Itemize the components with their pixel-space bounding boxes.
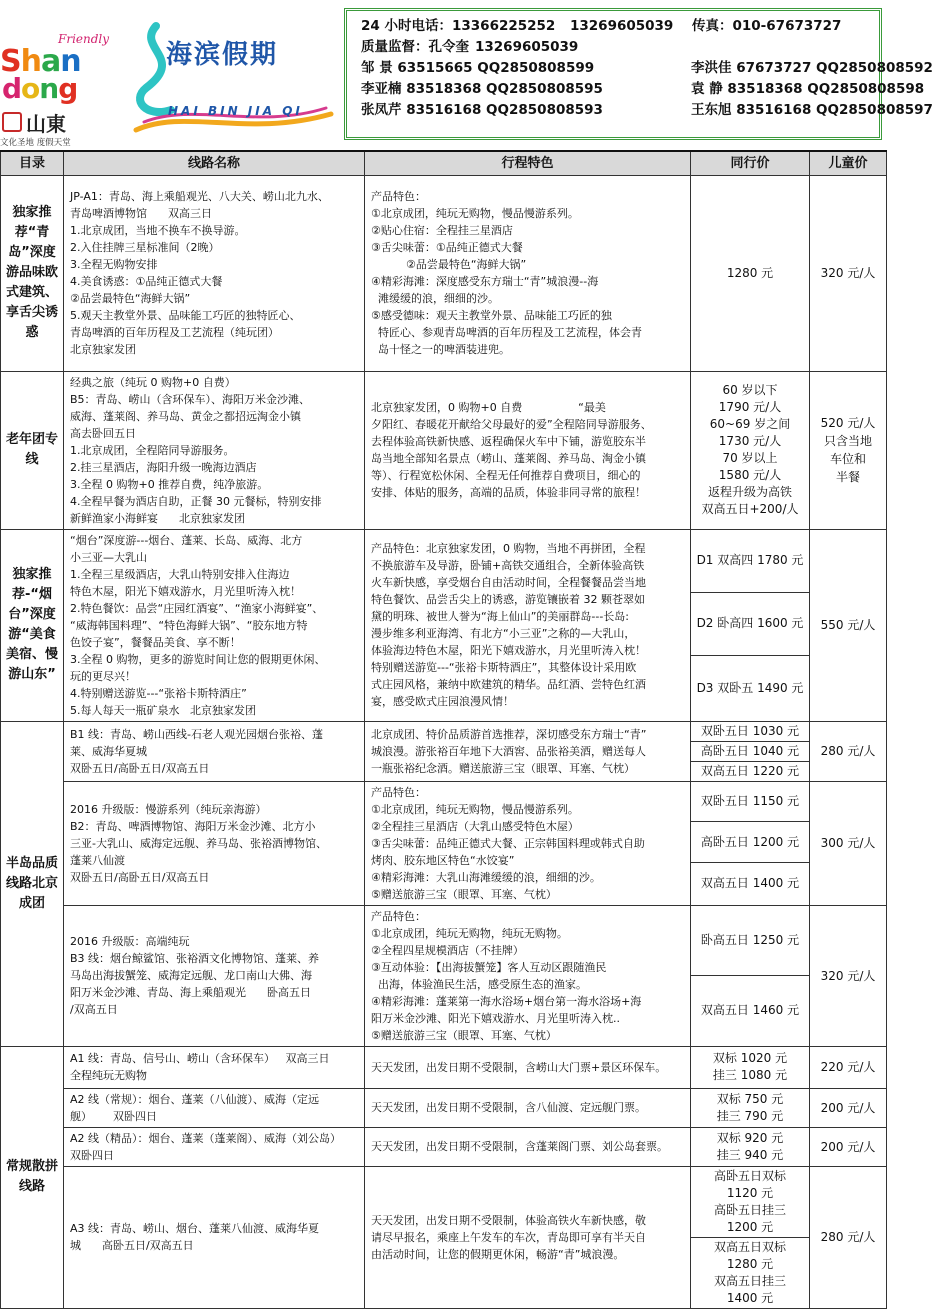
route-line: 4.特别赠送游览---“张裕卡斯特酒庄”	[70, 686, 247, 700]
route-line: 1.全程三星级酒店，大乳山特别安排入住海边	[70, 567, 290, 581]
table-body	[1, 175, 887, 1308]
route-line: 特色木屋，阳光下嬉戏游水，月光里听涛入枕！	[70, 584, 301, 598]
child-price-line: 550 元/人	[820, 618, 876, 632]
price-line: 双高五日 1400 元	[700, 876, 800, 891]
route-line: B5：青岛、崂山（含环保车）、海阳万米金沙滩、	[70, 392, 311, 406]
feature-line: ⑤赠送旅游三宝（眼罩、耳塞、气枕）	[371, 887, 557, 901]
fax-number: 010-67673727	[732, 18, 842, 34]
route-line: B3 线：烟台鲸鲨馆、张裕酒文化博物馆、蓬莱、养	[70, 952, 320, 965]
page-header	[0, 0, 933, 148]
feature-line: 特别赠送游览---“张裕卡斯特酒庄”，其整体设计采用欧	[371, 661, 637, 674]
price-line: 1200 元	[726, 1219, 774, 1234]
feature-line: ⑤感受德味：观天主教堂外景、品味能工巧匠的独	[371, 309, 612, 322]
route-line: 色饺子宴”，餐餐品美食、享不断！	[70, 635, 241, 649]
route-line: 2016 升级版：高端纯玩	[70, 935, 190, 948]
child-price-line: 320 元/人	[820, 266, 876, 280]
features-cell	[365, 1127, 691, 1166]
price-line: 卧高五日 1250 元	[700, 932, 800, 947]
contact-box	[344, 8, 933, 140]
staff-row	[361, 58, 933, 79]
feature-line: ④精彩海滩：蓬莱第一海水浴场+烟台第一海水浴场+海	[371, 994, 642, 1008]
feature-line: 等）、行程宽松休闲、全程无任何推荐自费项目，细心的	[371, 469, 641, 482]
header-features: 行程特色	[365, 151, 691, 175]
route-line: 2.特色餐饮：品尝“庄园红酒宴”、“渔家小海鲜宴”、	[70, 601, 324, 615]
feature-line: ③舌尖味蕾：①品纯正德式大餐	[371, 241, 523, 254]
logo-tagline: 文化圣地 度假天堂	[0, 138, 71, 148]
price-line: 双标 1020 元	[712, 1051, 788, 1065]
child-price-cell	[810, 371, 887, 529]
price-line: 双标 920 元	[716, 1130, 784, 1145]
price-line: 挂三 1080 元	[712, 1068, 788, 1082]
route-name-cell	[64, 1127, 365, 1166]
feature-line: 特色餐饮、品尝舌尖上的诱惑，游览镶嵌着 32 颗苍翠如	[371, 593, 645, 606]
trade-price-cell	[691, 1166, 810, 1237]
staff-contact: 袁 静 83518368 QQ2850808598	[691, 81, 925, 97]
feature-line: 漫步维多利亚海湾、有北方“小三亚”之称的—大乳山，	[371, 627, 636, 640]
feature-line: 式庄园风格，兼纳中欧建筑的精华。品红酒、尝特色红酒	[371, 678, 646, 691]
table-row	[1, 1046, 887, 1088]
category-cell: 常规散拼线路	[1, 1046, 64, 1308]
route-line: A3 线：青岛、崂山、烟台、蓬莱八仙渡、威海华夏	[70, 1222, 320, 1235]
feature-line: ④精彩海滩：深度感受东方瑞士“青”城浪漫--海	[371, 275, 599, 288]
price-line: 高卧五日挂三	[713, 1202, 786, 1217]
feature-line: ④精彩海滩：大乳山海滩缓缓的浪，细细的沙。	[371, 870, 601, 884]
quality-row	[361, 37, 879, 58]
route-name-cell	[64, 1046, 365, 1088]
logo-shan-text: Shan	[0, 44, 81, 79]
category-cell: 独家推荐“青岛”深度游品味欧式建筑、享舌尖诱惑	[1, 175, 64, 371]
child-price-line: 200 元/人	[820, 1100, 876, 1115]
route-line: 全程纯玩无购物	[70, 1069, 147, 1082]
child-price-cell	[810, 1127, 887, 1166]
price-line: D2 卧高四 1600 元	[696, 616, 804, 631]
trade-price-cell	[691, 761, 810, 781]
feature-line: 出海，体验渔民生活，感受原生态的渔家。	[371, 977, 587, 991]
route-line: 1.北京成团，全程陪同导游服务。	[70, 443, 235, 457]
feature-line: 产品特色：	[371, 785, 426, 799]
trade-price-cell	[691, 1046, 810, 1088]
route-name-cell	[64, 1088, 365, 1127]
feature-line: 天天发团，出发日期不受限制，含崂山大门票+景区环保车。	[371, 1060, 667, 1074]
table-row	[1, 905, 887, 976]
features-cell	[365, 529, 691, 721]
table-row	[1, 781, 887, 822]
price-line: 双高五日双标	[713, 1239, 786, 1254]
table-row	[1, 1088, 887, 1127]
child-price-cell	[810, 1046, 887, 1088]
price-line: 1280 元	[726, 265, 774, 280]
trade-price-cell	[691, 741, 810, 761]
route-name-cell	[64, 1166, 365, 1308]
route-line: A2 线（常规）：烟台、蓬莱（八仙渡）、威海（定远	[70, 1092, 320, 1106]
feature-line: ②贴心住宿：全程挂三星酒店	[371, 224, 513, 237]
feature-line: ⑤赠送旅游三宝（眼罩、耳塞、气枕）	[371, 1028, 557, 1042]
trade-price-cell	[691, 1088, 810, 1127]
quality-label: 质量监督：	[361, 39, 429, 55]
route-line: 小三亚—大乳山	[70, 550, 147, 564]
header-route-name: 线路名称	[64, 151, 365, 175]
route-line: 2.入住挂牌三星标准间（2晚）	[70, 241, 220, 254]
feature-line: 夕阳红、春暖花开献给父母最好的爱”全程陪同导游服务、	[371, 418, 652, 431]
child-price-cell	[810, 175, 887, 371]
header-category: 目录	[1, 151, 64, 175]
header-trade-price: 同行价	[691, 151, 810, 175]
route-line: B2：青岛、啤酒博物馆、海阳万米金沙滩、北方小	[70, 819, 316, 833]
haibin-logo	[126, 18, 336, 140]
route-line: 3.全程 0 购物，更多的游览时间让您的假期更休闲、	[70, 652, 326, 666]
red-seal-icon	[2, 112, 22, 132]
table-row	[1, 1127, 887, 1166]
features-cell	[365, 721, 691, 781]
price-line: D3 双卧五 1490 元	[696, 680, 804, 695]
route-line: 双卧五日/高卧五日/双高五日	[70, 761, 210, 775]
route-line: 双卧四日	[70, 1148, 114, 1162]
feature-line: 阳万米金沙滩、阳光下嬉戏游水、月光里听涛入枕..	[371, 1011, 620, 1025]
route-line: 2016 升级版：慢游系列（纯玩亲海游）	[70, 802, 267, 816]
route-line: JP-A1：青岛、海上乘船观光、八大关、崂山北九水、	[70, 190, 329, 203]
price-line: 1280 元	[726, 1256, 774, 1271]
trade-price-cell	[691, 1237, 810, 1308]
feature-line: 北京独家发团，0 购物+0 自费 “最美	[371, 401, 606, 414]
feature-line: 由活动时间，让您的假期更休闲，畅游“青”城浪漫。	[371, 1247, 625, 1261]
child-price-cell	[810, 721, 887, 781]
child-price-line: 300 元/人	[820, 836, 876, 850]
features-cell	[365, 371, 691, 529]
feature-line: 产品特色：北京独家发团，0 购物，当地不再拼团，全程	[371, 542, 646, 555]
feature-line: ③舌尖味蕾：品纯正德式大餐、正宗韩国料理或韩式自助	[371, 836, 645, 850]
feature-line: ②品尝最特色“海鲜大锅”	[371, 258, 527, 271]
feature-line: 天天发团，出发日期不受限制，含八仙渡、定远舰门票。	[371, 1101, 646, 1114]
feature-line: 北京成团、特价品质游首选推荐，深切感受东方瑞士“青”	[371, 727, 647, 741]
price-line: 双高五日挂三	[713, 1273, 786, 1288]
feature-line: 黛的明珠、被世人誉为“海上仙山”的美丽群岛---长岛:	[371, 610, 630, 623]
child-price-cell	[810, 529, 887, 721]
shandong-logo	[0, 20, 120, 148]
features-cell	[365, 1088, 691, 1127]
route-line: 3.全程 0 购物+0 推荐自费，纯净旅游。	[70, 477, 269, 491]
staff-contact: 张凤芹 83516168 QQ2850808593	[361, 102, 603, 118]
route-line: 5.每人每天一瓶矿泉水 北京独家发团	[70, 703, 256, 717]
logo-haibin-en: HAI BIN JIA QI	[168, 104, 303, 118]
route-line: 莱、威海华夏城	[70, 744, 147, 758]
feature-line: 产品特色：	[371, 909, 426, 923]
staff-contact: 李亚楠 83518368 QQ2850808595	[361, 81, 603, 97]
route-line: 4.全程早餐为酒店自助，正餐 30 元餐标，特别安排	[70, 494, 322, 508]
quality-phone: 13269605039	[475, 39, 579, 55]
child-price-line: 车位和	[829, 452, 866, 466]
header-child-price: 儿童价	[810, 151, 887, 175]
route-line: 高去卧回五日	[70, 426, 136, 440]
feature-line: ②全程四星规模酒店（不挂牌）	[371, 943, 524, 957]
logo-dong-text: dong	[2, 72, 78, 105]
route-line: 3.全程无购物安排	[70, 258, 158, 271]
trade-price-cell	[691, 175, 810, 371]
child-price-cell	[810, 1088, 887, 1127]
table-row	[1, 721, 887, 741]
price-line: 双卧五日 1030 元	[700, 723, 800, 738]
features-cell	[365, 1046, 691, 1088]
child-price-cell	[810, 905, 887, 1046]
route-line: 双卧五日/高卧五日/双高五日	[70, 870, 210, 884]
route-name-cell	[64, 721, 365, 781]
price-line: 60~69 岁之间	[709, 417, 791, 431]
route-line: “威海韩国料理”、“特色海鲜大锅”、“胶东地方特	[70, 618, 308, 632]
price-line: 1790 元/人	[718, 400, 782, 414]
hotline-row	[361, 16, 879, 37]
feature-line: 一瓶张裕纪念酒。赠送旅游三宝（眼罩、耳塞、气枕）	[371, 761, 635, 775]
table-row	[1, 1166, 887, 1237]
trade-price-cell	[691, 656, 810, 721]
price-line: D1 双高四 1780 元	[696, 553, 804, 568]
route-line: A2 线（精品）：烟台、蓬莱（蓬莱阁）、威海（刘公岛）	[70, 1131, 342, 1145]
feature-line: 天天发团，出发日期不受限制，含蓬莱阁门票、刘公岛套票。	[371, 1140, 668, 1153]
trade-price-cell	[691, 529, 810, 592]
trade-price-cell	[691, 905, 810, 976]
feature-line: 城浪漫。游张裕百年地下大酒窖、品张裕美酒，赠送每人	[371, 744, 646, 758]
route-line: 玩的更尽兴！	[70, 669, 136, 683]
hotline-number-1: 13366225252	[452, 18, 556, 34]
route-line: B1 线：青岛、崂山西线-石老人观光园烟台张裕、蓬	[70, 727, 324, 741]
price-line: 1400 元	[726, 1290, 774, 1305]
route-line: /双高五日	[70, 1003, 118, 1016]
feature-line: 宴，感受欧式庄园浪漫风情！	[371, 695, 514, 708]
child-price-cell	[810, 781, 887, 905]
price-line: 双标 750 元	[716, 1091, 784, 1106]
route-line: 马岛出海拔蟹笼、威海定远舰、龙口南山大佛、海	[70, 969, 312, 982]
logo-haibin-cn: 海滨假期	[166, 40, 279, 70]
feature-line: 天天发团，出发日期不受限制，体验高铁火车新快感，敬	[371, 1213, 646, 1227]
child-price-line: 280 元/人	[820, 1230, 876, 1244]
route-line: 阳万米金沙滩、青岛、海上乘船观光 卧高五日	[70, 986, 311, 999]
route-line: ②品尝最特色“海鲜大锅”	[70, 292, 191, 305]
route-line: “烟台”深度游---烟台、蓬莱、长岛、威海、北方	[70, 533, 303, 547]
child-price-cell	[810, 1166, 887, 1308]
quality-name: 孔令奎	[428, 39, 469, 55]
route-line: 城 高卧五日/双高五日	[70, 1239, 194, 1252]
route-name-cell	[64, 781, 365, 905]
price-line: 1120 元	[726, 1185, 774, 1200]
feature-line: ①北京成团，纯玩无购物，慢品慢游系列。	[371, 802, 579, 816]
route-line: 蓬莱八仙渡	[70, 853, 125, 867]
logo-friendly-text: Friendly	[58, 32, 110, 46]
route-price-table	[0, 150, 887, 1309]
staff-contact: 王东旭 83516168 QQ2850808597	[691, 102, 933, 118]
trade-price-cell	[691, 371, 810, 529]
route-line: 新鲜渔家小海鲜宴 北京独家发团	[70, 511, 245, 525]
category-cell: 半岛品质线路北京成团	[1, 721, 64, 1046]
feature-line: 体验海边特色木屋，阳光下嬉戏游水，月光里听涛入枕！	[371, 644, 646, 657]
price-line: 1730 元/人	[718, 434, 782, 448]
hotline-number-2: 13269605039	[570, 18, 674, 34]
trade-price-cell	[691, 1127, 810, 1166]
feature-line: 岛当地全部知名景点（崂山、蓬莱阁、养马岛、淘金小镇	[371, 452, 646, 465]
price-line: 挂三 790 元	[716, 1108, 784, 1123]
route-name-cell	[64, 529, 365, 721]
table-row	[1, 175, 887, 371]
route-line: A1 线：青岛、信号山、崂山（含环保车） 双高三日	[70, 1052, 330, 1065]
fax-label: 传真：	[692, 18, 733, 34]
child-price-line: 220 元/人	[820, 1060, 876, 1074]
features-cell	[365, 1166, 691, 1308]
price-line: 高卧五日 1200 元	[700, 834, 800, 849]
child-price-line: 520 元/人	[820, 416, 876, 430]
route-line: 4.美食诱惑：①品纯正德式大餐	[70, 275, 223, 288]
feature-line: ②全程挂三星酒店（大乳山感受特色木屋）	[371, 819, 579, 833]
price-line: 双卧五日 1150 元	[700, 793, 800, 808]
trade-price-cell	[691, 863, 810, 905]
table-row	[1, 371, 887, 529]
price-line: 60 岁以下	[722, 383, 778, 397]
route-line: 青岛啤酒的百年历程及工艺流程（纯玩团）	[70, 326, 279, 339]
category-cell: 老年团专线	[1, 371, 64, 529]
staff-row	[361, 100, 933, 121]
feature-line: 去程体验高铁新快感、返程确保火车中下铺，游览胶东半	[371, 435, 646, 448]
route-line: 2.挂三星酒店，海阳升级一晚海边酒店	[70, 460, 257, 474]
feature-line: 烤肉、胶东地区特色“水饺宴”	[371, 853, 515, 867]
route-line: 三亚-大乳山、威海定远舰、养马岛、张裕酒博物馆、	[70, 836, 327, 850]
staff-contact: 李洪佳 67673727 QQ2850808592	[691, 60, 933, 76]
features-cell	[365, 175, 691, 371]
child-price-line: 320 元/人	[820, 968, 876, 983]
feature-line: ①北京成团，纯玩无购物，慢品慢游系列。	[371, 207, 579, 220]
price-line: 双高五日 1460 元	[700, 1003, 800, 1018]
route-line: 经典之旅（纯玩 0 购物+0 自费）	[70, 375, 236, 389]
features-cell	[365, 781, 691, 905]
price-line: 高卧五日 1040 元	[700, 743, 800, 758]
price-line: 70 岁以上	[722, 451, 778, 465]
route-line: 1.北京成团，当地不换车不换导游。	[70, 224, 246, 237]
route-line: 北京独家发团	[70, 343, 136, 356]
child-price-line: 半餐	[835, 470, 860, 484]
price-line: 双高五日+200/人	[701, 502, 799, 516]
price-line: 双高五日 1220 元	[700, 763, 800, 778]
feature-line: ①北京成团，纯玩无购物，纯玩无购物。	[371, 926, 568, 940]
feature-line: 特匠心、参观青岛啤酒的百年历程及工艺流程，体会青	[371, 326, 642, 339]
staff-row	[361, 79, 925, 100]
feature-line: ③互动体验：【出海拔蟹笼】客人互动区跟随渔民	[371, 960, 607, 974]
feature-line: 请尽早报名，乘座上午发车的车次，青岛即可享有半天自	[371, 1230, 646, 1244]
staff-contact: 邹 景 63515665 QQ2850808599	[361, 60, 595, 76]
trade-price-cell	[691, 781, 810, 822]
route-name-cell	[64, 175, 365, 371]
table-row	[1, 529, 887, 592]
route-line: 5.观天主教堂外景、品味能工巧匠的独特匠心、	[70, 309, 301, 322]
child-price-line: 280 元/人	[820, 744, 876, 758]
category-cell: 独家推荐-“烟台”深度游“美食美宿、慢游山东”	[1, 529, 64, 721]
table-header-row	[1, 151, 887, 175]
feature-line: 安排、体贴的服务，高端的品质，体验非同寻常的旅程！	[371, 486, 646, 499]
route-name-cell	[64, 905, 365, 1046]
child-price-line: 200 元/人	[820, 1139, 876, 1154]
trade-price-cell	[691, 822, 810, 863]
price-line: 高卧五日双标	[713, 1168, 786, 1183]
feature-line: 岛十怪之一的啤酒装进兜。	[371, 343, 510, 356]
feature-line: 产品特色：	[371, 190, 426, 203]
logo-shandong-cn: 山東	[26, 112, 66, 136]
trade-price-cell	[691, 976, 810, 1047]
features-cell	[365, 905, 691, 1046]
trade-price-cell	[691, 592, 810, 655]
route-name-cell	[64, 371, 365, 529]
price-line: 挂三 940 元	[716, 1147, 784, 1162]
feature-line: 不换旅游车及导游，卧铺+高铁交通组合，全新体验高铁	[371, 559, 645, 572]
route-line: 青岛啤酒博物馆 双高三日	[70, 207, 212, 220]
feature-line: 火车新快感，享受烟台自由活动时间，全程餐餐品尝当地	[371, 576, 646, 589]
trade-price-cell	[691, 721, 810, 741]
price-line: 返程升级为高铁	[707, 485, 792, 499]
price-line: 1580 元/人	[718, 468, 782, 482]
child-price-line: 只含当地	[823, 434, 872, 448]
route-line: 威海、蓬莱阁、养马岛、黄金之都招远淘金小镇	[70, 409, 301, 423]
route-line: 舰） 双卧四日	[70, 1109, 157, 1123]
hotline-label: 24 小时电话：	[361, 18, 452, 34]
feature-line: 滩缓缓的浪，细细的沙。	[371, 292, 499, 305]
